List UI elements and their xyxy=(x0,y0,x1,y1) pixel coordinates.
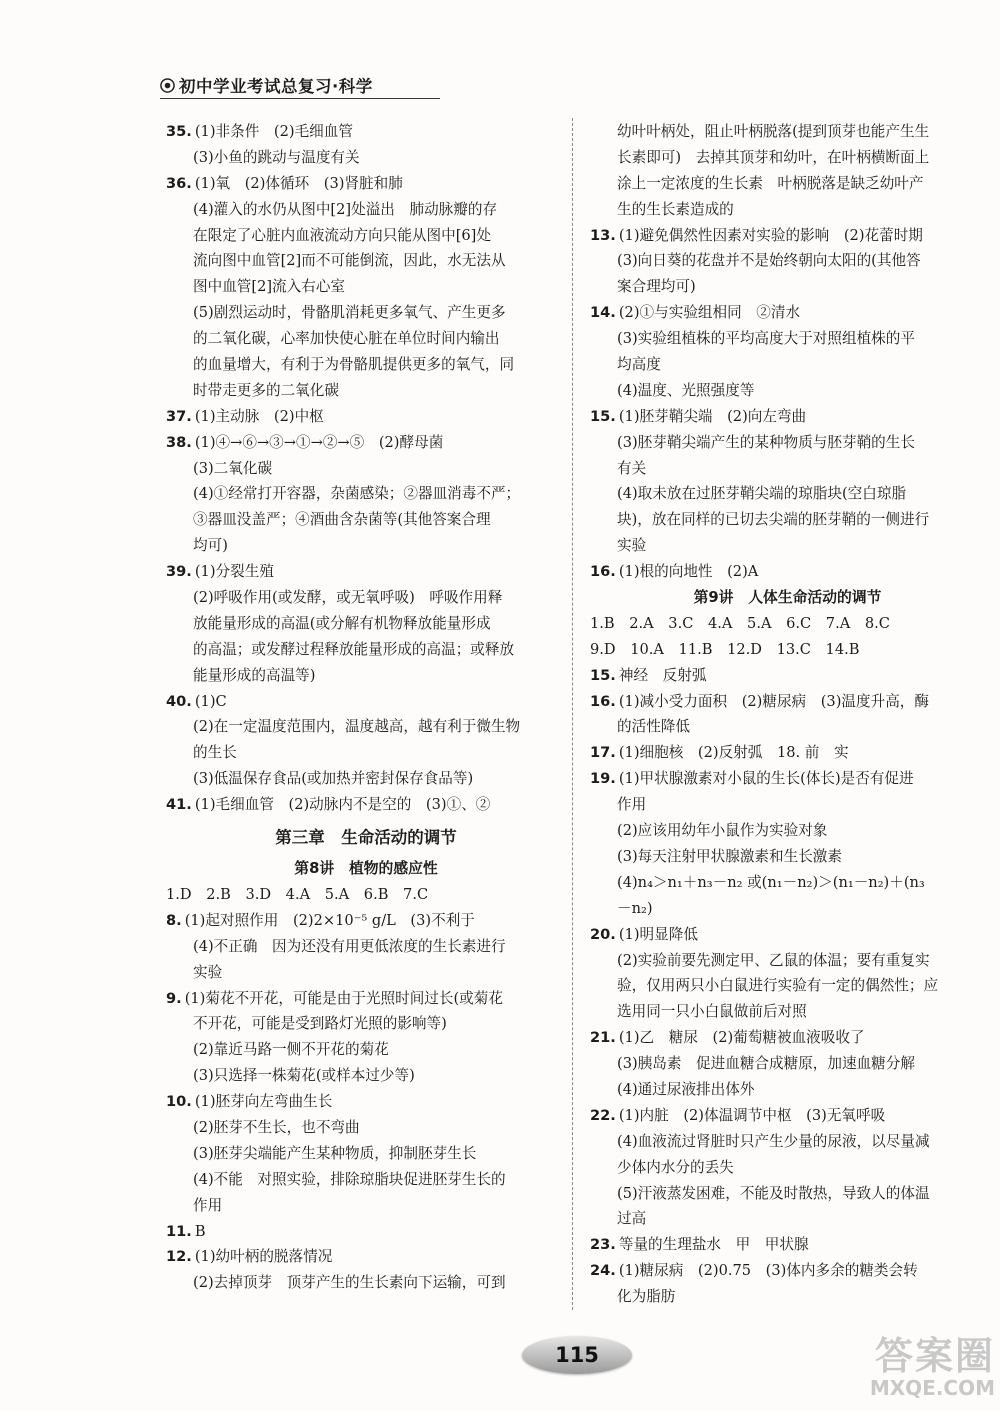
answer-text: 长素即可) 去掉其顶芽和幼叶，在叶柄横断面上 xyxy=(617,148,930,166)
answer-line xyxy=(166,1037,566,1063)
answer-line xyxy=(590,223,985,249)
answer-line xyxy=(166,456,566,482)
answer-line xyxy=(166,637,566,663)
answer-line xyxy=(166,714,566,740)
answer-line xyxy=(590,456,985,482)
answer-text: 作用 xyxy=(617,796,647,814)
chapter-title: 第三章 生命活动的调节 xyxy=(275,828,457,848)
answer-line xyxy=(166,1063,566,1089)
answer-line xyxy=(590,171,985,197)
answer-text: (1)避免偶然性因素对实验的影响 (2)花蕾时期 xyxy=(618,226,923,244)
answer-text: (2)应该用幼年小鼠作为实验对象 xyxy=(617,822,828,840)
answer-text: 的高温；或发酵过程释放能量形成的高温；或释放 xyxy=(193,640,515,658)
question-number: 20. xyxy=(590,925,616,943)
answer-text: (3)胚芽鞘尖端产生的某种物质与胚芽鞘的生长 xyxy=(617,433,915,451)
answer-line xyxy=(590,559,985,585)
answer-line xyxy=(166,1270,566,1296)
answer-text: 等量的生理盐水 甲 甲状腺 xyxy=(618,1236,809,1254)
answer-text: (2)实验前要先测定甲、乙鼠的体温；要有重复实 xyxy=(617,951,930,969)
question-number: 11. xyxy=(166,1222,192,1240)
answer-line xyxy=(590,1051,985,1077)
page-number-badge xyxy=(522,1336,632,1374)
answer-line xyxy=(166,1115,566,1141)
answer-text: 幼叶叶柄处，阻止叶柄脱落(提到顶芽也能产生生 xyxy=(617,123,930,140)
answer-text: (3)小鱼的跳动与温度有关 xyxy=(193,148,360,166)
answer-text: 的二氧化碳，心率加快使心脏在单位时间内输出 xyxy=(193,330,500,348)
answer-text: (1)甲状腺激素对小鼠的生长(体长)是否有促进 xyxy=(618,770,914,788)
answer-text: (4)n₄＞n₁＋n₃－n₂ 或(n₁－n₂)＞(n₁－n₂)＋(n₃ xyxy=(617,873,925,891)
answer-text: (5)汗液蒸发困难，不能及时散热，导致人的体温 xyxy=(617,1184,930,1202)
answer-line xyxy=(590,896,985,922)
question-number: 9. xyxy=(166,989,182,1007)
answer-text: (2)呼吸作用(或发酵，或无氧呼吸) 呼吸作用释 xyxy=(193,589,503,607)
question-number: 23. xyxy=(590,1236,616,1254)
answer-text: (1)乙 糖尿 (2)葡萄糖被血液吸收了 xyxy=(618,1029,865,1047)
answer-line xyxy=(166,559,566,585)
lesson-9-answers xyxy=(590,611,985,1310)
answer-text: 流向图中血管[2]而不可能倒流，因此，水无法从 xyxy=(193,252,506,270)
answer-line xyxy=(166,326,566,352)
answer-line xyxy=(590,766,985,792)
answer-line xyxy=(590,300,985,326)
header-title: 初中学业考试总复习·科学 xyxy=(179,77,373,96)
column-divider xyxy=(572,118,573,1310)
answer-line xyxy=(166,882,566,908)
question-number: 40. xyxy=(166,692,192,710)
answer-text: ③器皿没盖严；④酒曲含杂菌等(其他答案合理 xyxy=(193,511,491,529)
answer-text: (3)胚芽尖端能产生某种物质，抑制胚芽生长 xyxy=(193,1144,477,1162)
answer-line xyxy=(166,611,566,637)
answer-text: (4)不正确 因为还没有用更低浓度的生长素进行 xyxy=(193,937,506,955)
answer-text: (1)分裂生殖 xyxy=(194,563,274,581)
answer-line xyxy=(590,119,985,145)
answer-line xyxy=(166,1193,566,1219)
right-answers xyxy=(590,119,985,585)
answer-line xyxy=(590,999,985,1025)
answer-line xyxy=(590,274,985,300)
answer-line xyxy=(590,740,985,766)
answer-text: (4)灌入的水仍从图中[2]处溢出 肺动脉瓣的存 xyxy=(193,200,498,218)
answer-text: (4)不能 对照实验，排除琼脂块促进胚芽生长的 xyxy=(193,1170,506,1188)
answer-line xyxy=(590,507,985,533)
answer-line xyxy=(590,1025,985,1051)
answer-text: (1)非条件 (2)毛细血管 xyxy=(194,123,353,140)
answer-text: (1)C xyxy=(194,692,227,710)
answer-text: －n₂) xyxy=(617,899,653,917)
question-number: 15. xyxy=(590,666,616,684)
question-number: 16. xyxy=(590,692,616,710)
answer-text: (2)①与实验组相同 ②清水 xyxy=(618,304,801,322)
left-answers xyxy=(166,119,566,818)
answer-text: 在限定了心脏内血液流动方向只能从图中[6]处 xyxy=(193,226,491,244)
answer-text: 过高 xyxy=(617,1210,647,1228)
answer-text: (4)通过尿液排出体外 xyxy=(617,1080,755,1098)
answer-line xyxy=(166,1167,566,1193)
answer-line xyxy=(166,1011,566,1037)
answer-text: (1)菊花不开花，可能是由于光照时间过长(或菊花 xyxy=(184,989,503,1007)
answer-line xyxy=(166,1141,566,1167)
answer-line xyxy=(590,663,985,689)
question-number: 8. xyxy=(166,911,182,929)
answer-text: 块)，放在同样的已切去尖端的胚芽鞘的一侧进行 xyxy=(617,511,930,529)
question-number: 24. xyxy=(590,1262,616,1280)
answer-text: (2)在一定温度范围内，温度越高，越有利于微生物 xyxy=(193,718,521,736)
answer-text: 能量形成的高温等) xyxy=(193,666,316,684)
answer-text: (1)内脏 (2)体温调节中枢 (3)无氧呼吸 xyxy=(618,1106,886,1124)
answer-text: (3)每天注射甲状腺激素和生长激素 xyxy=(617,847,842,865)
answer-line xyxy=(166,986,566,1012)
answer-text: 化为脂肪 xyxy=(617,1288,676,1306)
answer-text: 生的生长素造成的 xyxy=(617,200,734,218)
question-number: 21. xyxy=(590,1029,616,1047)
answer-line xyxy=(166,1089,566,1115)
answer-line xyxy=(590,1284,985,1310)
answer-text: 图中血管[2]流入右心室 xyxy=(193,278,346,296)
left-column xyxy=(166,119,566,1296)
answer-text: 的活性降低 xyxy=(617,718,690,736)
answer-line xyxy=(590,689,985,715)
answer-text: 案合理均可) xyxy=(617,278,696,296)
answer-text: 时带走更多的二氧化碳 xyxy=(193,381,339,399)
question-number: 13. xyxy=(590,226,616,244)
answer-line xyxy=(590,637,985,663)
question-number: 36. xyxy=(166,174,192,192)
answer-line xyxy=(590,1155,985,1181)
answer-text: 9.D 10.A 11.B 12.D 13.C 14.B xyxy=(590,640,860,658)
answer-text: (1)根的向地性 (2)A xyxy=(618,563,759,581)
answer-text: (1)起对照作用 (2)2×10⁻⁵ g/L (3)不利于 xyxy=(184,911,475,929)
answer-text: (1)④→⑥→③→①→②→⑤ (2)酵母菌 xyxy=(194,433,444,451)
answer-line xyxy=(166,223,566,249)
answer-line xyxy=(590,1103,985,1129)
answer-text: 少体内水分的丢失 xyxy=(617,1158,734,1176)
answer-line xyxy=(590,481,985,507)
answer-line xyxy=(166,300,566,326)
answer-line xyxy=(166,119,566,145)
answer-line xyxy=(590,844,985,870)
question-number: 19. xyxy=(590,770,616,788)
answer-text: (1)主动脉 (2)中枢 xyxy=(194,407,324,425)
answer-line xyxy=(590,378,985,404)
lesson-8-answers xyxy=(166,882,566,1296)
answer-line xyxy=(590,870,985,896)
answer-line xyxy=(590,326,985,352)
question-number: 12. xyxy=(166,1248,192,1266)
question-number: 14. xyxy=(590,304,616,322)
answer-text: (2)胚芽不生长，也不弯曲 xyxy=(193,1118,360,1136)
answer-text: (4)血液流过肾脏时只产生少量的尿液，以尽量减 xyxy=(617,1132,930,1150)
answer-text: 有关 xyxy=(617,459,647,477)
answer-line xyxy=(166,481,566,507)
answer-text: 不开花，可能是受到路灯光照的影响等) xyxy=(193,1015,447,1033)
answer-text: 1.D 2.B 3.D 4.A 5.A 6.B 7.C xyxy=(166,885,429,903)
book-logo-icon xyxy=(160,78,175,93)
answer-line xyxy=(166,792,566,818)
answer-text: 实验 xyxy=(617,537,647,555)
answer-line xyxy=(590,922,985,948)
answer-line xyxy=(166,1244,566,1270)
answer-text: (4)取未放在过胚芽鞘尖端的琼脂块(空白琼脂 xyxy=(617,485,907,503)
question-number: 38. xyxy=(166,433,192,451)
answer-line xyxy=(166,740,566,766)
answer-line xyxy=(166,1219,566,1245)
watermark-en: MXQE.COM xyxy=(869,1376,995,1400)
answer-line xyxy=(590,1232,985,1258)
right-column xyxy=(590,119,985,1310)
answer-line xyxy=(166,934,566,960)
answer-line xyxy=(166,689,566,715)
answer-line xyxy=(590,533,985,559)
answer-text: 涂上一定浓度的生长素 叶柄脱落是缺乏幼叶产 xyxy=(617,174,924,192)
answer-text: 的血量增大，有利于为骨骼肌提供更多的氧气，同 xyxy=(193,356,515,374)
question-number: 39. xyxy=(166,563,192,581)
answer-text: (1)氧 (2)体循环 (3)肾脏和肺 xyxy=(194,174,403,192)
answer-line xyxy=(166,248,566,274)
question-number: 22. xyxy=(590,1106,616,1124)
answer-text: 均高度 xyxy=(617,356,661,374)
answer-line xyxy=(166,507,566,533)
answer-line xyxy=(166,908,566,934)
answer-line xyxy=(590,611,985,637)
watermark-cn: 答案圈 xyxy=(874,1334,995,1378)
answer-text: (3)实验组植株的平均高度大于对照组植株的平 xyxy=(617,330,915,348)
answer-text: (3)胰岛素 促进血糖合成糖原，加速血糖分解 xyxy=(617,1055,915,1073)
answer-text: (4)①经常打开容器，杂菌感染；②器皿消毒不严； xyxy=(193,485,521,503)
answer-text: (5)剧烈运动时，骨骼肌消耗更多氧气、产生更多 xyxy=(193,304,506,322)
answer-line xyxy=(166,352,566,378)
answer-line xyxy=(166,960,566,986)
page-number: 115 xyxy=(555,1343,599,1367)
answer-text: (1)糖尿病 (2)0.75 (3)体内多余的糖类会转 xyxy=(618,1262,918,1280)
answer-text: (2)去掉顶芽 顶芽产生的生长素向下运输，可到 xyxy=(193,1274,506,1292)
answer-text: 实验 xyxy=(193,963,223,981)
question-number: 17. xyxy=(590,744,616,762)
question-number: 37. xyxy=(166,407,192,425)
answer-line xyxy=(590,248,985,274)
answer-text: (3)低温保存食品(或加热并密封保存食品等) xyxy=(193,770,474,788)
answer-text: 的生长 xyxy=(193,744,237,762)
answer-line xyxy=(166,663,566,689)
answer-line xyxy=(166,145,566,171)
question-number: 41. xyxy=(166,796,192,814)
lesson-8-title: 第8讲 植物的感应性 xyxy=(294,860,438,878)
answer-text: (1)幼叶柄的脱落情况 xyxy=(194,1248,333,1266)
answer-text: (1)毛细血管 (2)动脉内不是空的 (3)①、② xyxy=(194,796,491,814)
answer-line xyxy=(166,378,566,404)
answer-text: 作用 xyxy=(193,1196,223,1214)
answer-text: 放能量形成的高温(或分解有机物释放能量形成 xyxy=(193,614,491,632)
answer-text: 神经 反射弧 xyxy=(618,666,707,684)
answer-text: (1)胚芽向左弯曲生长 xyxy=(194,1093,333,1111)
answer-line xyxy=(590,1077,985,1103)
answer-text: B xyxy=(194,1222,206,1240)
answer-text: (3)只选择一株菊花(或样本过少等) xyxy=(193,1067,415,1085)
page-header xyxy=(160,72,440,99)
answer-line xyxy=(166,197,566,223)
answer-text: 选用同一只小白鼠做前后对照 xyxy=(617,1003,807,1021)
watermark xyxy=(845,1325,995,1410)
lesson-9-title: 第9讲 人体生命活动的调节 xyxy=(693,589,882,607)
question-number: 35. xyxy=(166,123,192,140)
answer-text: (1)减小受力面积 (2)糖尿病 (3)温度升高，酶 xyxy=(618,692,929,710)
answer-line xyxy=(590,1181,985,1207)
answer-line xyxy=(166,404,566,430)
answer-line xyxy=(590,145,985,171)
answer-text: (1)胚芽鞘尖端 (2)向左弯曲 xyxy=(618,407,807,425)
answer-line xyxy=(590,714,985,740)
answer-line xyxy=(590,818,985,844)
answer-line xyxy=(590,1206,985,1232)
question-number: 15. xyxy=(590,407,616,425)
answer-text: 1.B 2.A 3.C 4.A 5.A 6.C 7.A 8.C xyxy=(590,614,890,632)
answer-line xyxy=(590,197,985,223)
answer-text: (1)细胞核 (2)反射弧 18. 前 实 xyxy=(618,744,849,762)
answer-line xyxy=(166,430,566,456)
answer-line xyxy=(590,404,985,430)
answer-line xyxy=(590,430,985,456)
question-number: 16. xyxy=(590,563,616,581)
answer-line xyxy=(590,352,985,378)
answer-text: 均可) xyxy=(193,537,228,555)
answer-text: (1)明显降低 xyxy=(618,925,698,943)
answer-line xyxy=(166,533,566,559)
answer-text: (4)温度、光照强度等 xyxy=(617,381,755,399)
answer-text: (3)向日葵的花盘并不是始终朝向太阳的(其他答 xyxy=(617,252,921,270)
answer-text: 验，仅用两只小白鼠进行实验有一定的偶然性；应 xyxy=(617,977,939,995)
answer-text: (3)二氧化碳 xyxy=(193,459,273,477)
answer-line xyxy=(590,948,985,974)
answer-line xyxy=(590,792,985,818)
answer-line xyxy=(590,1129,985,1155)
answer-line xyxy=(166,766,566,792)
answer-line xyxy=(166,171,566,197)
answer-line xyxy=(590,973,985,999)
answer-line xyxy=(590,1258,985,1284)
answer-line xyxy=(166,274,566,300)
question-number: 10. xyxy=(166,1093,192,1111)
answer-line xyxy=(166,585,566,611)
answer-text: (2)靠近马路一侧不开花的菊花 xyxy=(193,1041,389,1059)
